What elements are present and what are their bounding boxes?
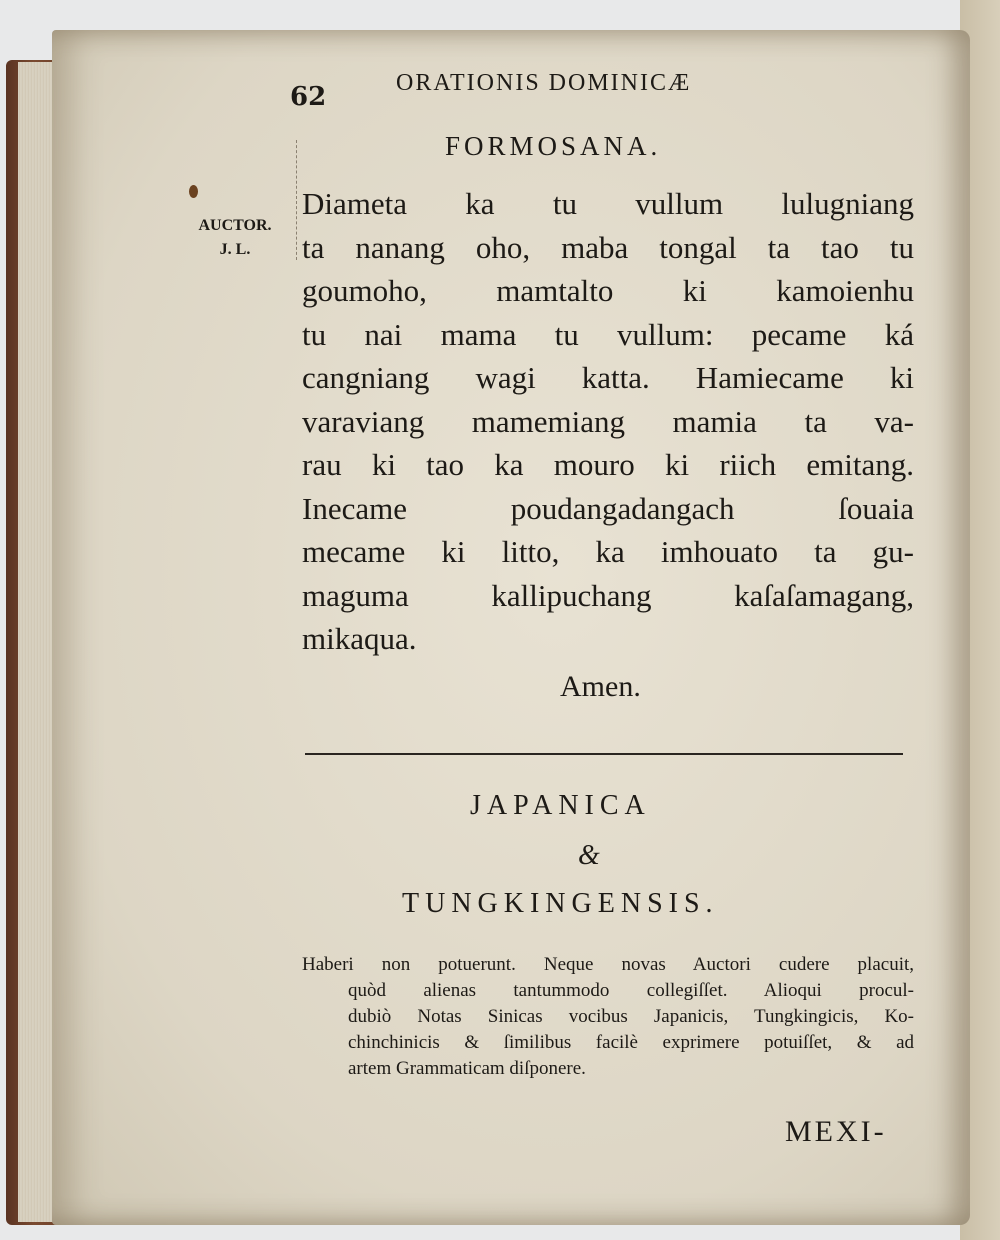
heading-tungkingensis: TUNGKINGENSIS. <box>402 888 719 919</box>
prayer-line: ta nanang oho, maba tongal ta tao tu <box>302 229 914 265</box>
prayer-line: tu nai mama tu vullum: pecame ká <box>302 316 914 352</box>
running-head: ORATIONIS DOMINICÆ <box>396 70 692 96</box>
side-note-author: AUCTOR. <box>198 217 272 234</box>
prayer-line: cangniang wagi katta. Hamiecame ki <box>302 360 914 395</box>
amen: Amen. <box>560 670 641 703</box>
heading-ampersand: & <box>578 840 600 871</box>
catchword: MEXI- <box>785 1115 887 1148</box>
side-note <box>180 214 290 262</box>
prayer-text <box>302 182 914 661</box>
margin-rule <box>296 140 298 260</box>
note-line: chinchinicis & ſimilibus facilè exprimere potuiſſet, & ad <box>348 1032 914 1053</box>
note-line: dubiò Notas Sinicas vocibus Japanicis, Tungkingicis, Ko- <box>348 1006 914 1027</box>
ink-stain <box>189 185 198 198</box>
note-line: Haberi non potuerunt. Neque novas Auctori cudere placuit, <box>302 954 914 975</box>
page-number: 62 <box>290 82 327 112</box>
note-paragraph <box>302 952 914 1082</box>
prayer-line: varaviang mamemiang mamia ta va- <box>302 403 914 439</box>
section-title: FORMOSANA. <box>445 131 662 161</box>
heading-japanica: JAPANICA <box>470 790 651 821</box>
note-line: quòd alienas tantummodo collegiſſet. Alioqui procul- <box>348 980 914 1001</box>
prayer-line: Diameta ka tu vullum lulugniang <box>302 186 914 221</box>
prayer-line: Inecame poudangadangach ſouaia <box>302 490 914 526</box>
prayer-line: mecame ki litto, ka imhouato ta gu- <box>302 534 914 569</box>
side-note-initials: J. L. <box>219 241 251 258</box>
prayer-line: maguma kallipuchang kaſaſamagang, <box>302 577 914 613</box>
prayer-line: mikaqua. <box>302 621 417 656</box>
section-divider <box>305 753 903 755</box>
note-line: artem Grammaticam diſponere. <box>348 1058 586 1079</box>
prayer-line: rau ki tao ka mouro ki riich emitang. <box>302 447 914 482</box>
prayer-line: goumoho, mamtalto ki kamoienhu <box>302 273 914 308</box>
